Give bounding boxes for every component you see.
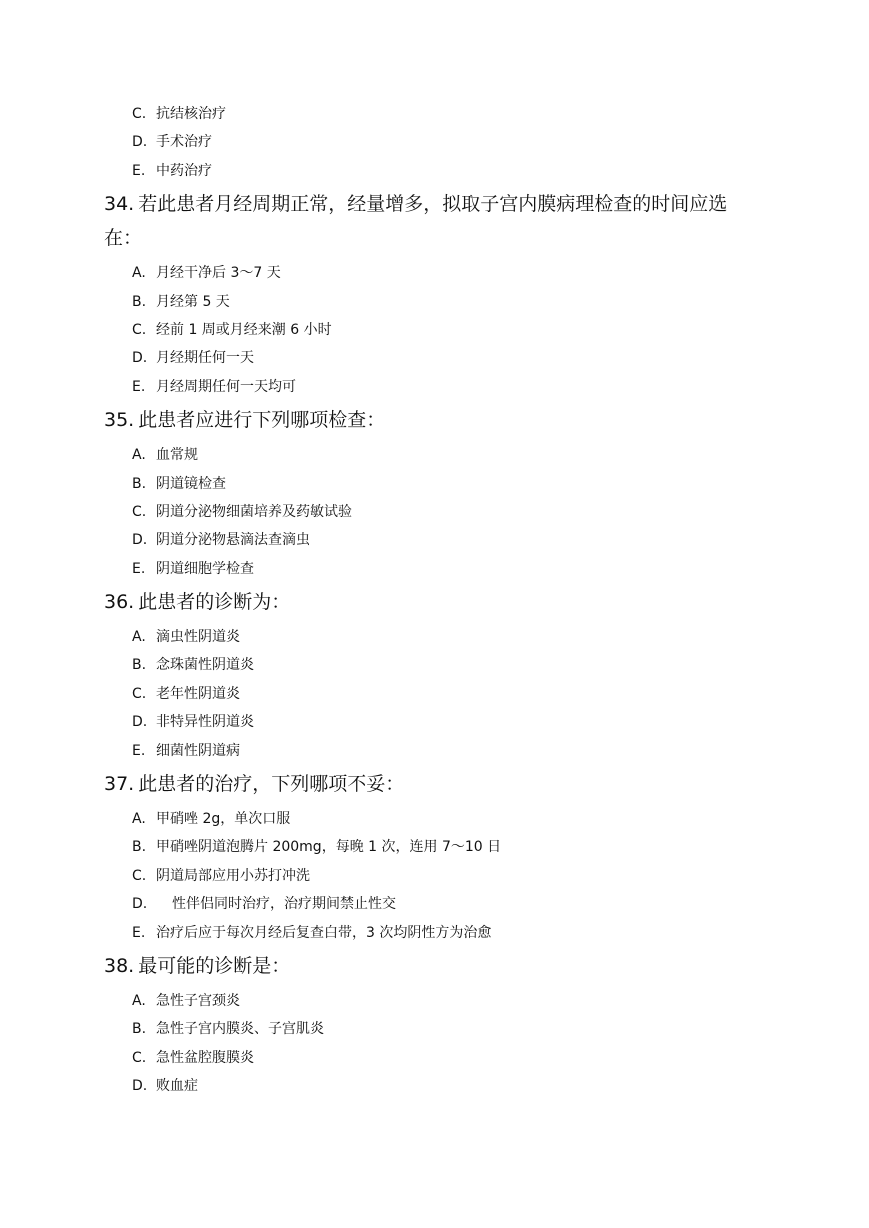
option-text: 血常规 [156,447,198,464]
option-text: 滴虫性阴道炎 [156,629,240,646]
answer-option [0,708,869,736]
option-text: 败血症 [156,1078,198,1095]
option-letter: B. [132,1021,147,1038]
option-text: 月经第 5 天 [156,293,230,310]
option-letter: E. [132,162,146,179]
answer-option [0,555,869,583]
answer-option [0,1015,869,1043]
answer-option [0,680,869,708]
option-text: 阴道镜检查 [156,475,226,492]
answer-option [0,470,869,498]
option-letter: E. [132,378,146,395]
question-number: 37. [104,773,135,796]
answer-option [0,128,869,156]
option-text: 急性子宫内膜炎、子宫肌炎 [156,1021,324,1038]
option-letter: D. [132,896,148,913]
option-letter: C. [132,503,147,520]
option-text: 月经周期任何一天均可 [156,378,296,395]
option-text: 急性子宫颈炎 [156,992,240,1009]
answer-option [0,1044,869,1072]
question-stem [0,949,764,983]
option-text: 阴道局部应用小苏打冲洗 [156,867,310,884]
answer-option [0,919,869,947]
option-letter: D. [132,532,148,549]
question-stem [0,403,764,437]
option-text: 手术治疗 [156,134,212,151]
option-letter: A. [132,992,146,1009]
option-letter: C. [132,867,147,884]
answer-option [0,833,869,861]
option-letter: A. [132,629,146,646]
option-text: 甲硝唑阴道泡腾片 200mg，每晚 1 次，连用 7～10 日 [156,839,502,856]
option-text: 非特异性阴道炎 [156,714,254,731]
option-text: 甲硝唑 2g，单次口服 [156,811,291,828]
answer-option [0,344,869,372]
answer-option [0,441,869,469]
answer-option [0,288,869,316]
option-letter: B. [132,657,147,674]
option-letter: D. [132,1078,148,1095]
question-stem [0,585,764,619]
question-text: 此患者的治疗，下列哪项不妥： [138,773,405,796]
option-text: 老年性阴道炎 [156,685,240,702]
option-letter: A. [132,447,146,464]
option-letter: C. [132,1049,147,1066]
option-text: 月经干净后 3～7 天 [156,265,281,282]
option-letter: A. [132,265,146,282]
question-list [0,100,869,1101]
option-letter: D. [132,134,148,151]
option-text: 性伴侣同时治疗，治疗期间禁止性交 [172,896,396,913]
option-text: 急性盆腔腹膜炎 [156,1049,254,1066]
option-letter: A. [132,811,146,828]
answer-option [0,862,869,890]
answer-option [0,651,869,679]
option-text: 治疗后应于每次月经后复查白带，3 次均阴性方为治愈 [156,924,492,941]
option-letter: D. [132,714,148,731]
option-letter: D. [132,350,148,367]
option-text: 阴道分泌物悬滴法查滴虫 [156,532,310,549]
option-letter: C. [132,106,147,122]
question-text: 此患者的诊断为： [138,591,291,614]
question-number: 34. [104,193,135,216]
answer-option [0,157,869,185]
question-text: 若此患者月经周期正常，经量增多，拟取子宫内膜病理检查的时间应选在： [104,193,728,250]
option-text: 中药治疗 [156,162,212,179]
option-text: 月经期任何一天 [156,350,254,367]
option-letter: C. [132,685,147,702]
answer-option [0,100,869,128]
option-text: 阴道分泌物细菌培养及药敏试验 [156,503,352,520]
answer-option [0,987,869,1015]
answer-option [0,737,869,765]
question-text: 最可能的诊断是： [138,954,291,977]
answer-option [0,805,869,833]
option-letter: B. [132,293,147,310]
answer-option [0,316,869,344]
answer-option [0,1072,869,1100]
question-number: 36. [104,591,135,614]
question-stem [0,187,764,255]
answer-option [0,259,869,287]
option-text: 细菌性阴道病 [156,742,240,759]
question-number: 35. [104,409,135,432]
option-text: 经前 1 周或月经来潮 6 小时 [156,321,332,338]
answer-option [0,498,869,526]
answer-option [0,526,869,554]
answer-option [0,373,869,401]
option-text: 念珠菌性阴道炎 [156,657,254,674]
option-letter: B. [132,839,147,856]
question-text: 此患者应进行下列哪项检查： [138,409,386,432]
question-number: 38. [104,954,135,977]
option-letter: C. [132,321,147,338]
option-text: 抗结核治疗 [156,106,226,122]
option-letter: B. [132,475,147,492]
answer-option [0,890,869,918]
answer-option [0,623,869,651]
option-text: 阴道细胞学检查 [156,560,254,577]
option-letter: E. [132,742,146,759]
option-letter: E. [132,924,146,941]
question-stem [0,767,764,801]
option-letter: E. [132,560,146,577]
